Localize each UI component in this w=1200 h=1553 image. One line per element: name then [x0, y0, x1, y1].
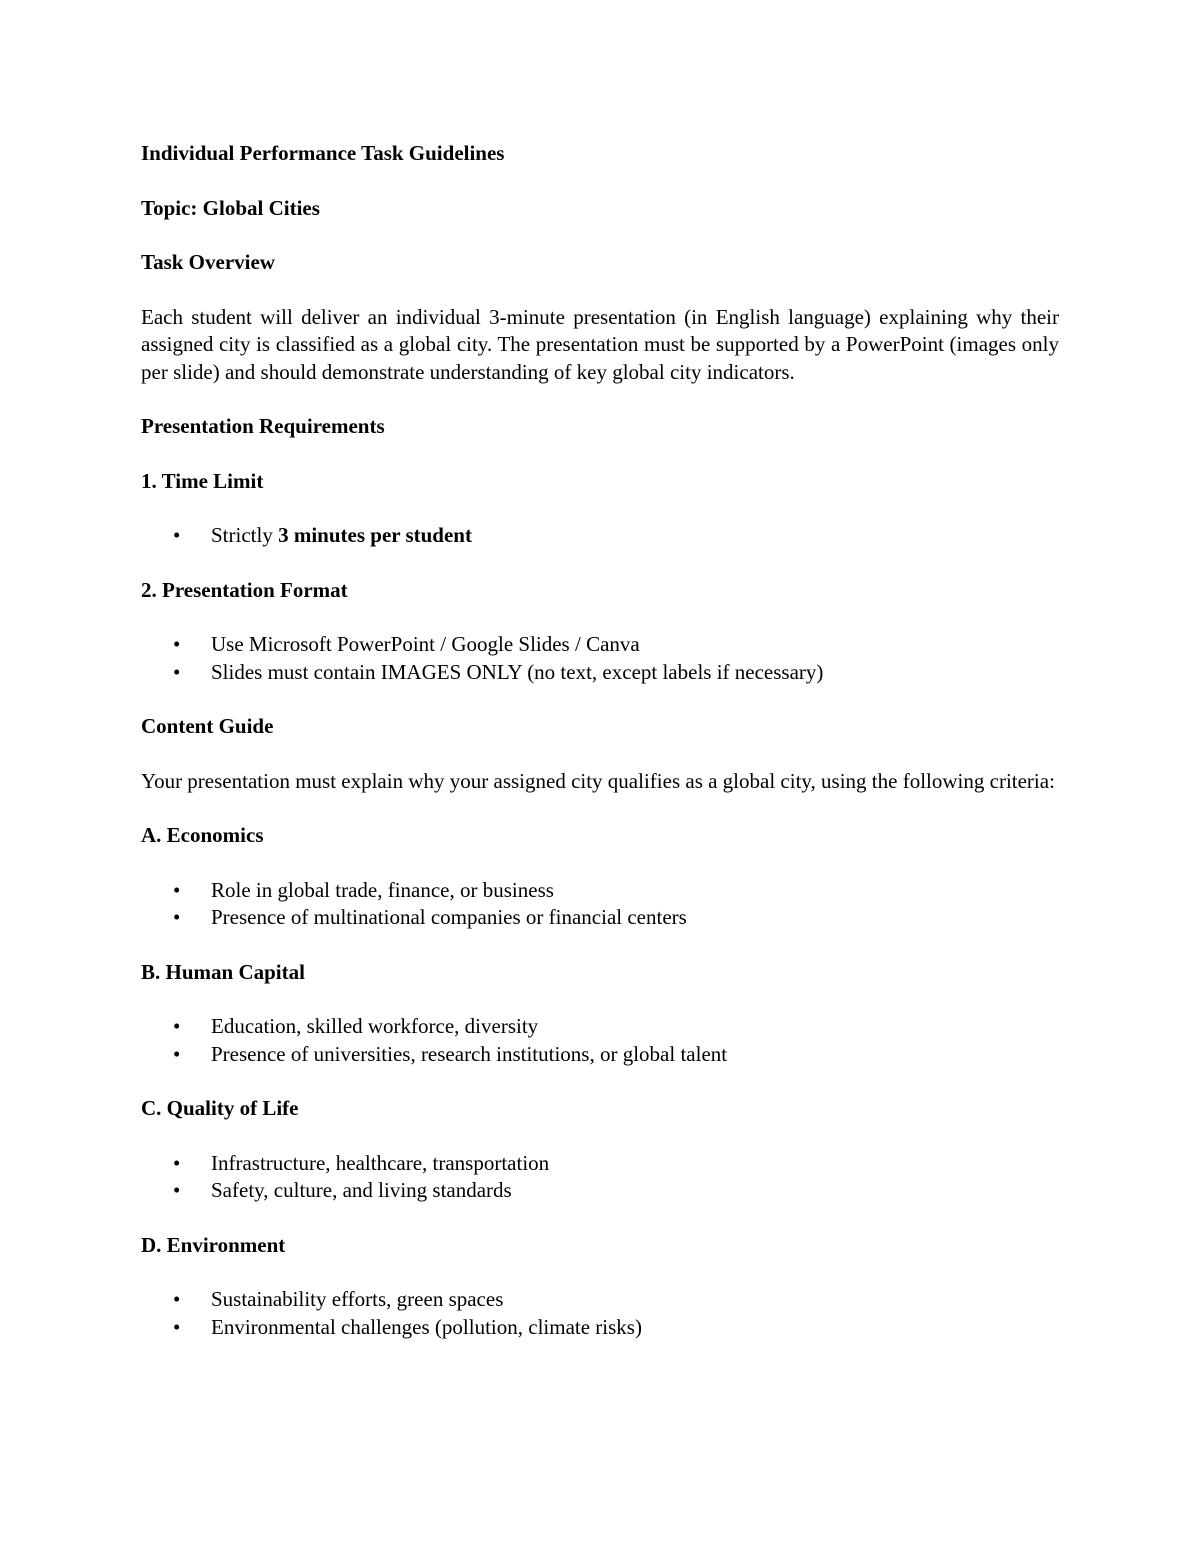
list-item-text: Presence of universities, research institutions, or global talent: [211, 1041, 728, 1066]
list-item: [141, 1177, 1059, 1205]
list-item-text: Sustainability efforts, green spaces: [211, 1287, 504, 1311]
format-heading: 2. Presentation Format: [141, 577, 348, 602]
list-item: [141, 1286, 1059, 1314]
list-item-text: Environmental challenges (pollution, climate risks): [211, 1314, 642, 1339]
list-item: [141, 1314, 1059, 1342]
list-item-text: Slides must contain IMAGES ONLY (no text, except labels if necessary): [211, 659, 824, 684]
document-title: Individual Performance Task Guidelines: [141, 141, 505, 165]
time-limit-heading: 1. Time Limit: [141, 468, 264, 493]
list-item-text: Strictly: [211, 523, 279, 547]
human-capital-list: [141, 1013, 1059, 1068]
list-item: [141, 904, 1059, 932]
topic-line: Topic: Global Cities: [141, 195, 320, 220]
list-item-text: Role in global trade, finance, or business: [211, 877, 554, 902]
bullet-icon: •: [173, 659, 181, 684]
bullet-icon: •: [173, 877, 181, 902]
list-item: [141, 1013, 1059, 1041]
list-item-text: Infrastructure, healthcare, transportation: [211, 1150, 550, 1175]
document-body: [141, 140, 1059, 1368]
list-item-text: Education, skilled workforce, diversity: [211, 1014, 539, 1038]
bullet-icon: •: [173, 1014, 181, 1038]
overview-paragraph: Each student will deliver an individual 3-minute presentation (in English language) explaining why their assigned city is classified as a global city. The presentation must be supported by a PowerPoint (images only per slide) and should demonstrate understanding of key global city indicators.: [141, 304, 1059, 384]
list-item: [141, 659, 1059, 687]
bullet-icon: •: [173, 905, 181, 929]
list-item-text: Presence of multinational companies or financial centers: [211, 905, 687, 929]
economics-list: [141, 877, 1059, 932]
list-item: [141, 1150, 1059, 1178]
content-guide-paragraph: Your presentation must explain why your assigned city qualifies as a global city, using the following criteria:: [141, 768, 1055, 793]
bullet-icon: •: [173, 523, 181, 547]
time-limit-list: [141, 522, 1059, 550]
requirements-heading: Presentation Requirements: [141, 414, 385, 438]
human-capital-heading: B. Human Capital: [141, 959, 305, 984]
bullet-icon: •: [173, 1041, 181, 1066]
quality-of-life-list: [141, 1150, 1059, 1205]
environment-heading: D. Environment: [141, 1232, 286, 1257]
bullet-icon: •: [173, 1150, 181, 1175]
quality-of-life-heading: C. Quality of Life: [141, 1096, 299, 1120]
bullet-icon: •: [173, 1287, 181, 1311]
list-item: [141, 522, 1059, 550]
overview-heading: Task Overview: [141, 250, 275, 274]
content-guide-heading: Content Guide: [141, 714, 274, 738]
economics-heading: A. Economics: [141, 823, 264, 847]
list-item: [141, 1041, 1059, 1069]
environment-list: [141, 1286, 1059, 1341]
list-item: [141, 631, 1059, 659]
list-item: [141, 877, 1059, 905]
bullet-icon: •: [173, 632, 181, 656]
bullet-icon: •: [173, 1178, 181, 1202]
bullet-icon: •: [173, 1314, 181, 1339]
list-item-text: Use Microsoft PowerPoint / Google Slides / Canva: [211, 632, 640, 656]
format-list: [141, 631, 1059, 686]
list-item-text: Safety, culture, and living standards: [211, 1178, 512, 1202]
list-item-emphasis: 3 minutes per student: [278, 523, 472, 547]
